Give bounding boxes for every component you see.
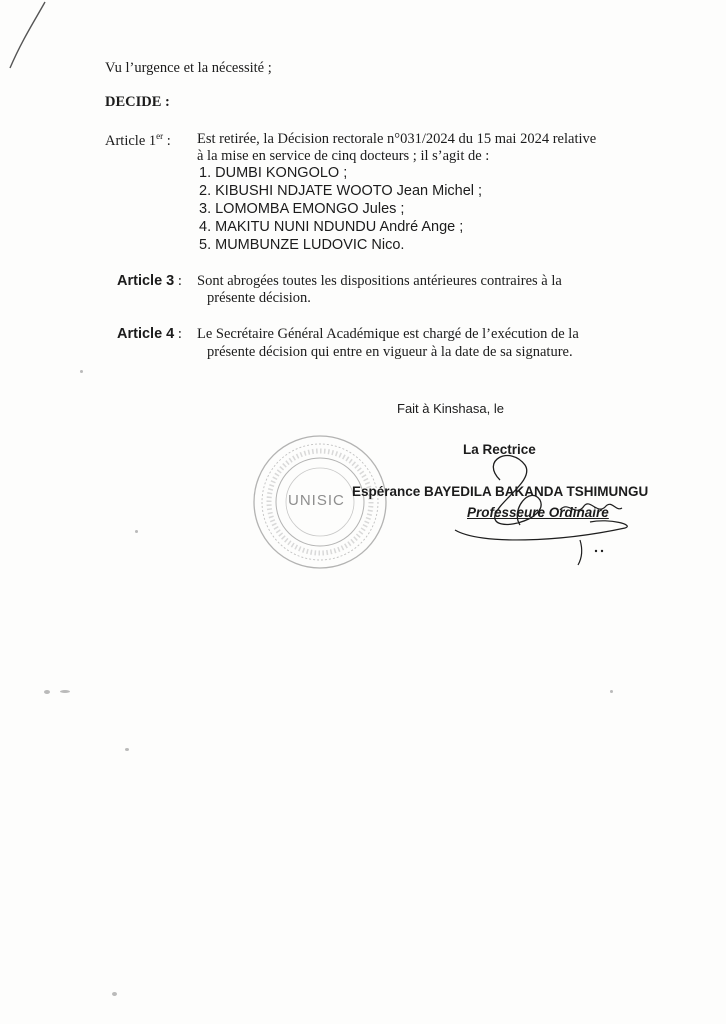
list-item: 5. MUMBUNZE LUDOVIC Nico. (199, 237, 405, 253)
article-3-label (117, 273, 182, 290)
decide-heading: DECIDE : (105, 94, 170, 110)
signatory-title: Professeure Ordinaire (467, 505, 609, 520)
article-1-colon: : (163, 132, 171, 149)
article-1-label (105, 131, 171, 150)
signatory-role: La Rectrice (463, 442, 536, 457)
article-1-text-line-1: Est retirée, la Décision rectorale n°031/2024 du 15 mai 2024 relative (197, 131, 597, 147)
article-3-label-text: Article 3 (117, 273, 175, 289)
article-1-label-text: Article 1 (105, 132, 157, 149)
article-3-colon: : (174, 273, 182, 289)
article-3-text-line-1: Sont abrogées toutes les dispositions antérieures contraires à la (197, 273, 562, 289)
article-1-text-line-2: à la mise en service de cinq docteurs ; il s’agit de : (197, 148, 490, 164)
scan-speck (60, 690, 70, 693)
preamble-text: Vu l’urgence et la nécessité ; (105, 60, 272, 76)
scan-speck (135, 530, 138, 533)
article-4-label (117, 326, 182, 343)
scan-speck (44, 690, 50, 694)
place-date: Fait à Kinshasa, le (397, 401, 504, 416)
scan-speck (80, 370, 83, 373)
article-4-text-line-1: Le Secrétaire Général Académique est chargé de l’exécution de la (197, 326, 579, 342)
article-4-colon: : (174, 326, 182, 342)
pen-stroke-mark (0, 0, 60, 75)
list-item: 2. KIBUSHI NDJATE WOOTO Jean Michel ; (199, 183, 483, 199)
article-4-label-text: Article 4 (117, 326, 175, 342)
signatory-name: Espérance BAYEDILA BAKANDA TSHIMUNGU (352, 484, 649, 499)
scan-speck (112, 992, 117, 996)
scan-speck (610, 690, 613, 693)
article-1-label-sup: er (156, 131, 164, 141)
list-item: 4. MAKITU NUNI NDUNDU André Ange ; (199, 219, 464, 235)
scan-speck (125, 748, 129, 751)
article-4-text-line-2: présente décision qui entre en vigueur à la date de sa signature. (207, 344, 573, 360)
list-item: 3. LOMOMBA EMONGO Jules ; (199, 201, 405, 217)
list-item: 1. DUMBI KONGOLO ; (199, 165, 348, 181)
handwritten-signature (440, 440, 640, 570)
article-3-text-line-2: présente décision. (207, 290, 311, 306)
stamp-center-text: UNISIC (288, 492, 345, 509)
